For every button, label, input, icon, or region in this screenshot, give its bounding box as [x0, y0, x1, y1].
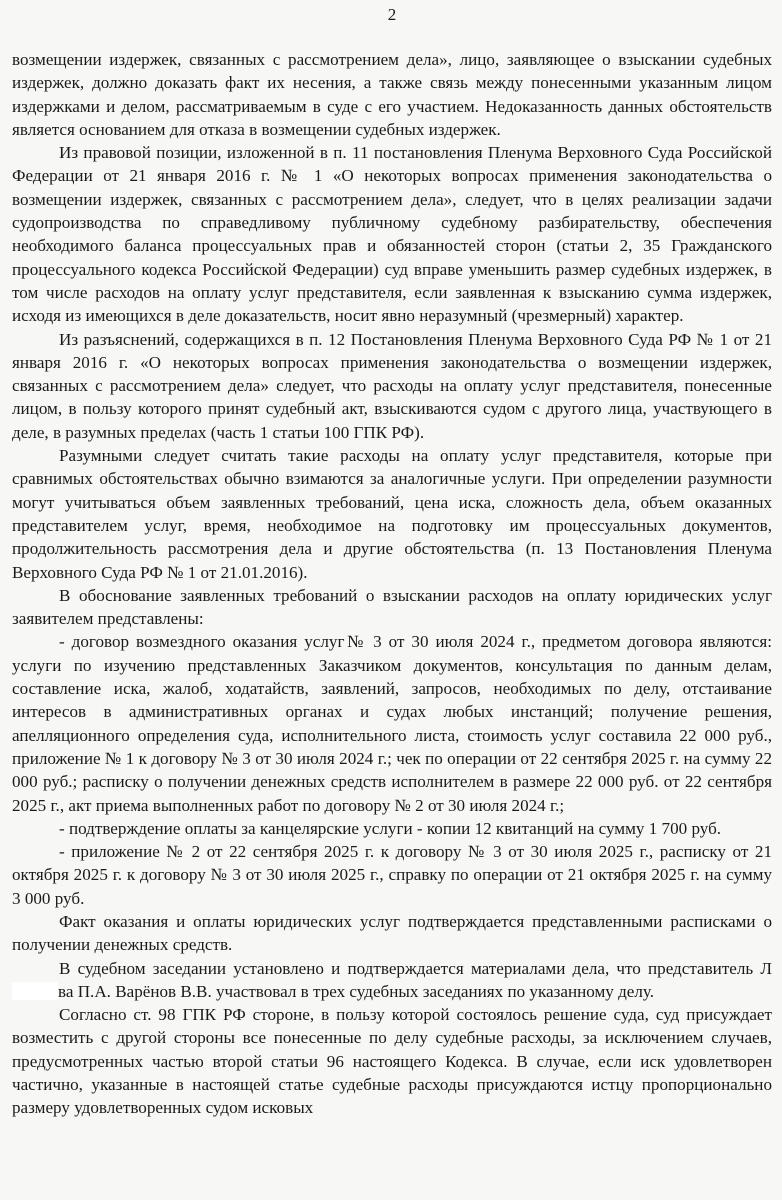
paragraph-article-98: Согласно ст. 98 ГПК РФ стороне, в пользу которой состоялось решение суда, суд присуждает возместить с другой стороны все понесенные по делу судебные расходы, за исключением случаев, предусмотренных частью второй статьи 96 настоящего Кодекса. В случае, если иск удовлетворен частично, указанные в настоящей статье судебные расходы присуждаются истцу пропорционально размеру удовлетворенных судом исковых — [12, 1005, 772, 1118]
paragraph-payment-fact: Факт оказания и оплаты юридических услуг подтверждается представленными расписками о получении денежных средств. — [12, 911, 772, 955]
redaction-block — [12, 982, 58, 1000]
page-number: 2 — [387, 5, 397, 24]
paragraph-court-sessions — [12, 957, 772, 1004]
paragraph-reasonable-costs: Разумными следует считать такие расходы на оплату услуг представителя, которые при сравнимых обстоятельствах обычно взимаются за аналогичные услуги. При определении разумности могут учитываться объем заявленных требований, цена иска, сложность дела, объем оказанных представителем услуг, время, необходимое на подготовку им процессуальных документов, продолжительность рассмотрения дела и другие обстоятельства (п. 13 Постановления Пленума Верховного Суда РФ № 1 от 21.01.2016). — [12, 446, 772, 582]
court-sessions-text-before: В судебном заседании установлено и подтверждается материалами дела, что представитель Л — [59, 958, 772, 978]
paragraph-continuation: возмещении издержек, связанных с рассмотрением дела», лицо, заявляющее о взыскании судебных издержек, должно доказать факт их несения, а также связь между понесенными указанным лицом издержками и делом, рассматриваемым в суде с его участием. Недоказанность данных обстоятельств является основанием для отказа в возмещении судебных издержек. — [12, 50, 772, 139]
paragraph-plenum-12: Из разъяснений, содержащихся в п. 12 Постановления Пленума Верховного Суда РФ № 1 от 21 января 2016 г. «О некоторых вопросах применения законодательства о возмещении издержек, связанных с рассмотрением дела» следует, что расходы на оплату услуг представителя, понесенные лицом, в пользу которого принят судебный акт, взыскиваются судом с другого лица, участвующего в деле, в разумных пределах (часть 1 статьи 100 ГПК РФ). — [12, 329, 772, 442]
document-body — [12, 48, 772, 1120]
list-item-contract: - договор возмездного оказания услуг№ 3 от 30 июля 2024 г., предметом договора являются: услуги по изучению представленных Заказчиком документов, консультация по данным делам, составление иска, жалоб, ходатайств, заявлений, запросов, необходимых по делу, отстаивание интересов в административных органах и судах любых инстанций; получение решения, апелляционного определения суда, исполнительного листа, стоимость услуг составила 22 000 руб., приложение № 1 к договору № 3 от 30 июля 2024 г.; чек по операции от 22 сентября 2025 г. на сумму 22 000 руб.; расписку о получении денежных средств исполнителем в размере 22 000 руб. от 22 сентября 2025 г., акт приема выполненных работ по договору № 2 от 30 июля 2024 г.; — [12, 632, 772, 815]
court-sessions-text-after: ва П.А. Варёнов В.В. участвовал в трех судебных заседаниях по указанному делу. — [58, 981, 655, 1001]
paragraph-plenum-11: Из правовой позиции, изложенной в п. 11 постановления Пленума Верховного Суда Российской Федерации от 21 января 2016 г. № 1 «О некоторых вопросах применения законодательства о возмещении издержек, связанных с рассмотрением дела», следует, что в целях реализации задачи судопроизводства по справедливому публичному судебному разбирательству, обеспечения необходимого баланса процессуальных прав и обязанностей сторон (статьи 2, 35 Гражданского процессуального кодекса Российской Федерации) суд вправе уменьшить размер судебных издержек, в том числе расходов на оплату услуг представителя, если заявленная к взысканию сумма издержек, исходя из имеющихся в деле доказательств, носит явно неразумный (чрезмерный) характер. — [12, 143, 772, 326]
list-item-appendix: - приложение № 2 от 22 сентября 2025 г. к договору № 3 от 30 июля 2025 г., расписку от 21 октября 2025 г. к договору № 3 от 30 июля 2025 г., справку по операции от 21 октября 2025 г. на сумму 3 000 руб. — [12, 842, 772, 908]
list-item-office-services: - подтверждение оплаты за канцелярские услуги - копии 12 квитанций на сумму 1 700 руб. — [59, 818, 722, 838]
paragraph-evidence-intro: В обоснование заявленных требований о взыскании расходов на оплату юридических услуг заявителем представлены: — [12, 585, 772, 629]
